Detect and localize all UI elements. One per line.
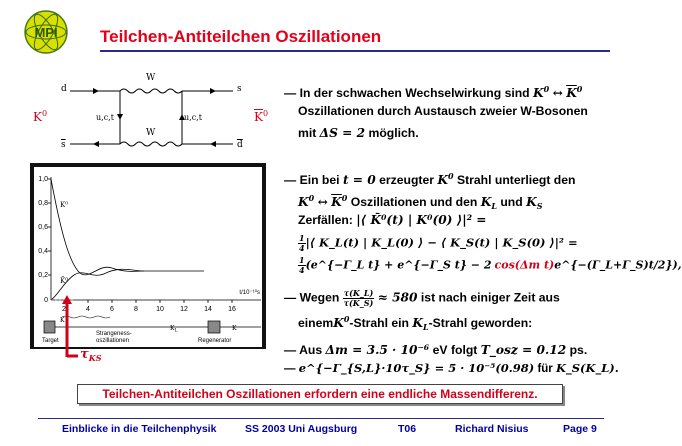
bullet-text: und xyxy=(500,195,523,209)
math-ks-kl: K_S(K_L). xyxy=(555,361,619,375)
bullet-dash: — xyxy=(284,290,297,305)
k-symbol: K xyxy=(333,316,344,330)
x-tick: 4 xyxy=(86,306,90,313)
logo-text: MPI xyxy=(34,25,58,40)
strangeness-label-2: oszillationen xyxy=(96,338,130,344)
kl-sub: L xyxy=(491,201,497,211)
footer-page: Page 9 xyxy=(563,423,597,435)
x-tick: 10 xyxy=(156,306,164,313)
math-amplitude: |⟨ K̄⁰(t) | K⁰(0) ⟩|² = xyxy=(356,213,487,227)
bullet-text: Wegen xyxy=(299,290,340,305)
mpi-logo-icon xyxy=(22,8,70,56)
bullet-1-line-1 xyxy=(284,81,582,102)
bullet-dash: — xyxy=(284,363,296,375)
kbar-sup: 0 xyxy=(341,193,348,203)
bullet-2-line-4 xyxy=(298,234,578,253)
fraction-quarter: $\frac{1}{4}$ xyxy=(299,255,305,275)
bullet-text: eV folgt xyxy=(432,343,478,357)
k-symbol: K xyxy=(437,173,448,187)
mpi-logo xyxy=(22,8,70,56)
kbar-symbol: $\overline{K}$ xyxy=(331,195,342,209)
footer-rule xyxy=(38,418,604,419)
quark-d-top: d xyxy=(61,84,67,94)
bullet-3-line-2 xyxy=(298,311,532,336)
kbar-symbol: $\overline{K}$ xyxy=(566,86,577,100)
math-exp-sum: (e^{−Γ_L t} + e^{−Γ_S t} − 2 xyxy=(305,258,492,272)
bullet-text: für xyxy=(537,363,553,375)
bullet-text: erzeugter xyxy=(379,173,435,187)
kl-symbol: K xyxy=(480,195,492,209)
bullet-text: In der schwachen Wechselwirkung sind xyxy=(299,86,530,100)
k0bar-right-letter: $\overline{K}$ xyxy=(254,110,263,124)
bullet-4-line-2 xyxy=(284,360,619,378)
x-unit-label: t/10⁻¹⁰s xyxy=(239,290,260,296)
internal-quark-left: u,c,t xyxy=(96,113,114,122)
y-tick: 0,6 xyxy=(38,224,48,231)
quark-s-bottom: $\overline{s}$ xyxy=(61,140,66,150)
k-sup: 0 xyxy=(543,84,550,94)
internal-quark-right: u,c,t xyxy=(184,113,202,122)
x-tick: 12 xyxy=(180,306,188,313)
bullet-text: -Strahl ein xyxy=(349,316,409,330)
k0-left-sup: 0 xyxy=(41,109,48,118)
bullet-2-line-1 xyxy=(284,168,575,189)
bullet-text: Ein bei xyxy=(299,173,340,187)
k0-left-letter: K xyxy=(33,110,42,124)
math-t0: t = 0 xyxy=(342,173,376,187)
regenerator-label: Regenerator xyxy=(198,338,232,344)
target-label: Target xyxy=(42,338,59,344)
bullet-text: ist nach einiger Zeit aus xyxy=(420,290,560,305)
bullet-2-line-3 xyxy=(298,212,487,229)
math-decay-factor: e^{−Γ_{S,L}·10τ_S} = 5 · 10⁻⁵(0.98) xyxy=(298,361,535,375)
y-tick: 0,8 xyxy=(38,200,48,207)
ks-kl-label: K xyxy=(232,325,237,332)
kl-sub: L xyxy=(422,322,429,332)
x-tick: 16 xyxy=(228,306,236,313)
k0bar-right-sup: 0 xyxy=(262,109,269,118)
bullet-3-line-1 xyxy=(284,289,560,308)
k0-curve xyxy=(51,179,204,275)
x-tick: 8 xyxy=(134,306,138,313)
kl-label: $K_L$ xyxy=(170,325,178,334)
k-sup: 0 xyxy=(448,171,454,181)
tau-symbol: τ xyxy=(80,347,89,362)
math-cos-term: cos(Δm t) xyxy=(494,258,555,272)
math-t-osz: T_osz = 0.12 xyxy=(480,343,567,357)
footer-term: SS 2003 Uni Augsburg xyxy=(245,423,358,435)
fraction-tau: $\frac{\tau(K\_L)}{\tau(K\_S)}$ xyxy=(343,288,374,308)
k0bar-curve-label: K̄⁰ xyxy=(60,277,69,285)
k-beam-label: K xyxy=(60,317,65,324)
y-tick: 0 xyxy=(44,297,48,304)
arrow: ↔ xyxy=(552,86,563,100)
bullet-text: möglich. xyxy=(368,126,419,140)
k0-curve-label: K⁰ xyxy=(60,201,69,209)
summary-box: Teilchen-Antiteilchen Oszillationen erfordern eine endliche Massendifferenz. xyxy=(77,384,563,404)
target-block xyxy=(44,321,55,333)
bullet-text: mit xyxy=(298,126,317,140)
footer-code: T06 xyxy=(398,423,417,435)
w-boson-top: W xyxy=(146,73,156,83)
kbar-sup: 0 xyxy=(576,84,583,94)
bullet-dash: — xyxy=(284,343,297,357)
bullet-text: Oszillationen und den xyxy=(350,195,478,209)
y-tick: 0,4 xyxy=(38,248,48,255)
tau-ks-label xyxy=(80,347,101,363)
x-tick: 6 xyxy=(110,306,114,313)
bullet-text: Strahl unterliegt den xyxy=(456,173,576,187)
bullet-dash: — xyxy=(284,86,297,100)
strangeness-label-1: Strangeness- xyxy=(96,331,132,337)
quark-s-top: s xyxy=(237,84,242,94)
x-tick: 14 xyxy=(204,306,212,313)
quark-d-bottom: $\overline{d}$ xyxy=(237,140,243,150)
math-delta-s: ΔS = 2 xyxy=(319,126,366,140)
k0-label-left xyxy=(33,109,47,124)
k0bar-label-right xyxy=(254,109,268,124)
math-kl-ks: |⟨ K_L(t) | K_L(0) ⟩ − ⟨ K_S(t) | K_S(0) ⟩|² = xyxy=(305,235,578,250)
y-tick: 0,2 xyxy=(38,272,48,279)
k-symbol: K xyxy=(533,86,544,100)
k-sup: 0 xyxy=(308,193,315,203)
tau-sub: KS xyxy=(88,353,102,363)
bullet-2-line-5 xyxy=(298,256,682,275)
bullet-1-line-3 xyxy=(298,125,419,142)
bullet-text: Aus xyxy=(299,343,323,357)
kl-symbol: K xyxy=(412,316,423,330)
box-diagram xyxy=(28,68,288,154)
bullet-text: ps. xyxy=(569,343,588,357)
bullet-dash: — xyxy=(284,173,297,187)
page-title: Teilchen-Antiteilchen Oszillationen xyxy=(100,27,382,46)
regenerator-block xyxy=(208,321,220,333)
ks-symbol: K xyxy=(526,195,537,209)
math-delta-m: Δm = 3.5 · 10⁻⁶ xyxy=(325,343,430,357)
bullet-4-line-1 xyxy=(284,342,587,359)
title-rule xyxy=(100,50,610,52)
k-sup: 0 xyxy=(343,314,350,324)
ks-sub: S xyxy=(536,201,543,211)
bullet-1-line-2: Oszillationen durch Austausch zweier W-Bosonen xyxy=(298,104,588,118)
w-boson-bottom: W xyxy=(146,128,156,138)
math-ratio: ≈ 580 xyxy=(377,290,418,305)
footer-author: Richard Nisius xyxy=(455,423,529,435)
fraction-quarter: $\frac{1}{4}$ xyxy=(299,233,305,253)
math-exp-product: e^{−(Γ_L+Γ_S)t/2}), xyxy=(554,258,682,272)
bullet-text: -Strahl geworden: xyxy=(428,316,533,330)
bullet-text: einem xyxy=(298,316,334,330)
bullet-text: Zerfällen: xyxy=(298,213,353,227)
k-symbol: K xyxy=(298,195,309,209)
x-tick: 2 xyxy=(62,306,66,313)
arrow: ↔ xyxy=(317,195,328,209)
y-tick: 1,0 xyxy=(38,176,48,183)
footer-course: Einblicke in die Teilchenphysik xyxy=(62,423,217,435)
